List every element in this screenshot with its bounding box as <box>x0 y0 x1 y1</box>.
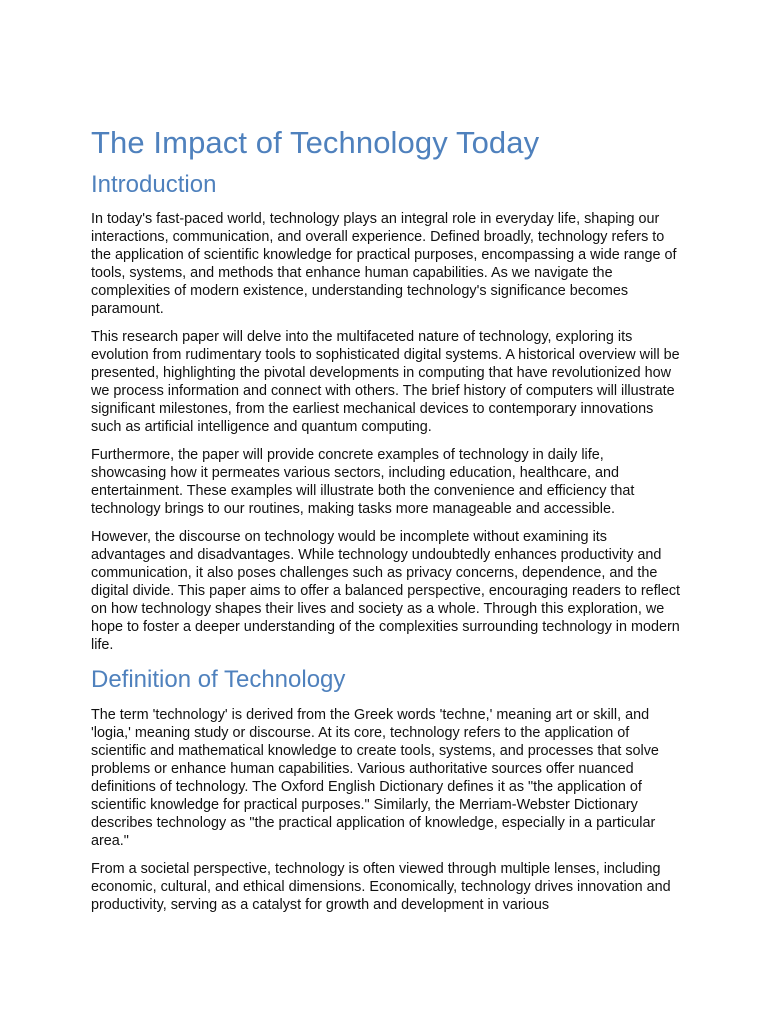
section-heading-definition: Definition of Technology <box>91 666 346 693</box>
paragraph: This research paper will delve into the multifaceted nature of technology, exploring its evolution from rudimentary tools to sophisticated digital systems. A historical overview will be presented, highlighting the pivotal developments in computing that have revolutionized how we process information and connect with others. The brief history of computers will illustrate significant milestones, from the earliest mechanical devices to contemporary innovations such as artificial intelligence and quantum computing. <box>91 329 680 435</box>
paragraph: From a societal perspective, technology is often viewed through multiple lenses, including economic, cultural, and ethical dimensions. Economically, technology drives innovation and productivity, serving as a catalyst for growth and development in various <box>91 861 671 913</box>
paragraph: The term 'technology' is derived from the Greek words 'techne,' meaning art or skill, and 'logia,' meaning study or discourse. At its core, technology refers to the application of scientific and mathematical knowledge to create tools, systems, and processes that solve problems or enhance human capabilities. Various authoritative sources offer nuanced definitions of technology. The Oxford English Dictionary defines it as "the application of scientific knowledge for practical purposes." Similarly, the Merriam-Webster Dictionary describes technology as "the practical application of knowledge, especially in a particular area." <box>91 707 659 849</box>
paragraph: However, the discourse on technology would be incomplete without examining its advantages and disadvantages. While technology undoubtedly enhances productivity and communication, it also poses challenges such as privacy concerns, dependence, and the digital divide. This paper aims to offer a balanced perspective, encouraging readers to reflect on how technology shapes their lives and society as a whole. Through this exploration, we hope to foster a deeper understanding of the complexities surrounding technology in modern life. <box>91 529 681 653</box>
paragraph: Furthermore, the paper will provide concrete examples of technology in daily life, showcasing how it permeates various sectors, including education, healthcare, and entertainment. These examples will illustrate both the convenience and efficiency that technology brings to our routines, making tasks more manageable and accessible. <box>91 447 635 517</box>
document-title: The Impact of Technology Today <box>91 125 540 160</box>
section-heading-introduction: Introduction <box>91 171 217 198</box>
document-page <box>91 123 681 924</box>
paragraph: In today's fast-paced world, technology plays an integral role in everyday life, shaping our interactions, communication, and overall experience. Defined broadly, technology refers to the application of scientific knowledge for practical purposes, encompassing a wide range of tools, systems, and methods that enhance human capabilities. As we navigate the complexities of modern existence, understanding technology's significance becomes paramount. <box>91 211 677 317</box>
